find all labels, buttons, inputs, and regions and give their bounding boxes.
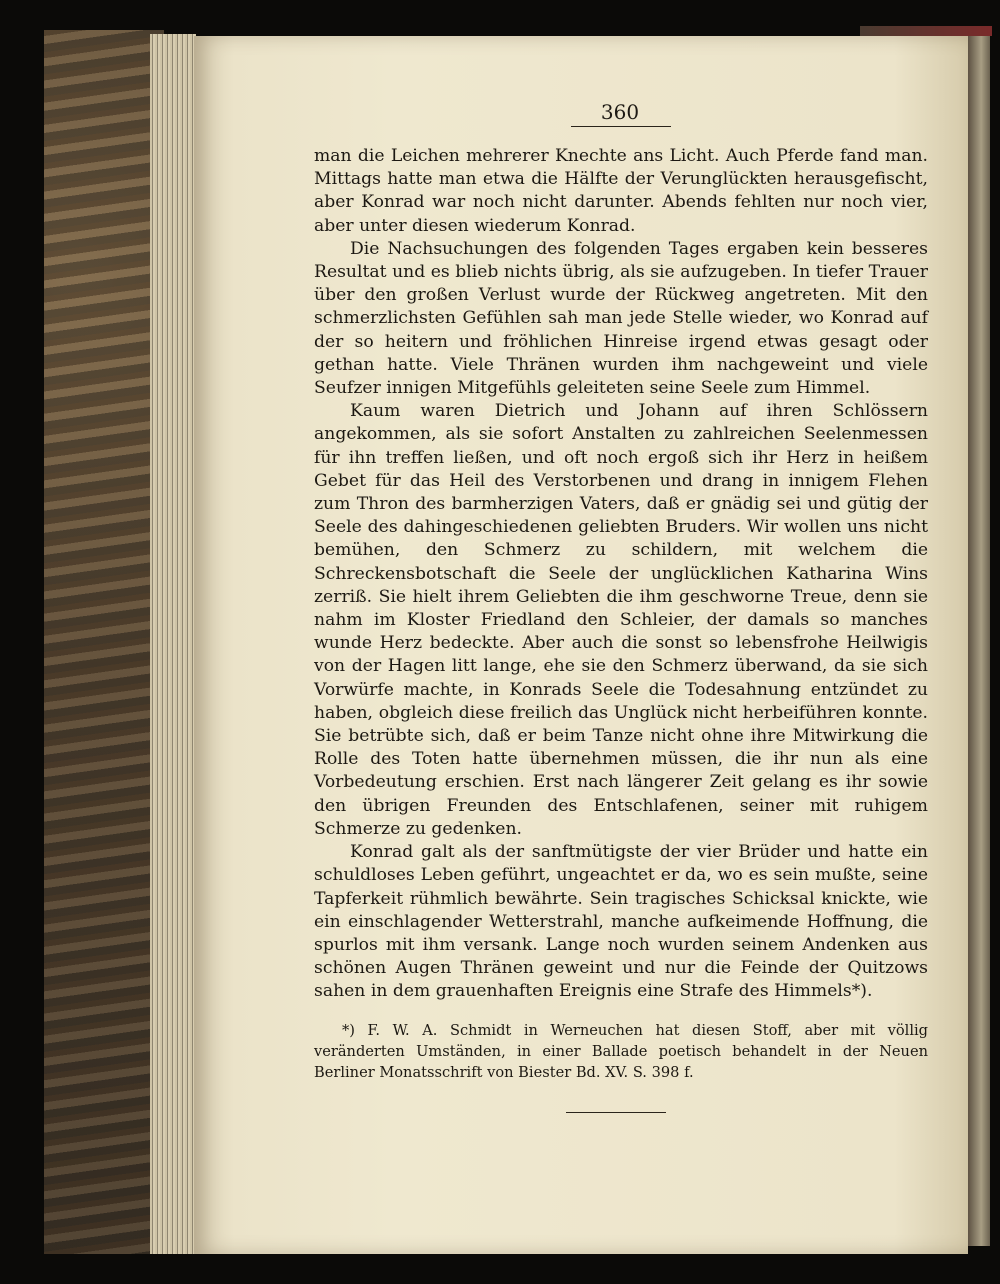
page-number-rule xyxy=(571,126,671,127)
page-edges xyxy=(150,34,196,1254)
paragraph-3: Kaum waren Dietrich und Johann auf ihren Schlössern angekommen, als sie sofort Anstalten zu zahlreichen Seelenmessen für ihn treffen ließen, und oft noch ergoß sich ihr Herz in heißem Gebet für das Heil des Verstorbenen und drang in innigem Flehen zum Thron des barmherzigen Vaters, daß er gnädig sei und gütig der Seele des dahingeschiedenen geliebten Bruders. Wir wollen uns nicht bemühen, den Schmerz zu schildern, mit welchem die Schreckensbotschaft die Seele der unglücklichen Katharina Wins zerriß. Sie hielt ihrem Geliebten die ihm geschworne Treue, denn sie nahm im Kloster Friedland den Schleier, der damals so manches wunde Herz bedeckte. Aber auch die sonst so lebensfrohe Heilwigis von der Hagen litt lange, ehe sie den Schmerz überwand, da sie sich Vorwürfe machte, in Konrads Seele die Todesahnung entzündet zu haben, obgleich diese freilich das Unglück nicht herbeiführen konnte. Sie betrübte sich, daß er beim Tanze nicht ohne ihre Mitwirkung die Rolle des Toten hatte übernehmen müssen, die ihr nun als eine Vorbedeutung erschien. Erst nach längerer Zeit gelang es ihr sowie den übrigen Freunden des Entschlafenen, seiner mit ruhigem Schmerze zu gedenken. xyxy=(314,401,928,839)
end-rule xyxy=(566,1112,666,1113)
page-number: 360 xyxy=(600,100,640,124)
book-cover-marbled xyxy=(44,30,164,1254)
paragraph-1: man die Leichen mehrerer Knechte ans Licht. Auch Pferde fand man. Mittags hatte man etwa die Hälfte der Verunglückten herausgefischt, aber Konrad war noch nicht darunter. Abends fehlten nur noch vier, aber unter diesen wiederum Konrad. xyxy=(314,146,928,236)
footnote-text: *) F. W. A. Schmidt in Werneuchen hat diesen Stoff, aber mit völlig veränderten Umständen, in einer Ballade poetisch behandelt in der Neuen Berliner Monatsschrift von Biester Bd. XV. S. 398 f. xyxy=(314,1022,928,1081)
paragraph-2: Die Nachsuchungen des folgenden Tages ergaben kein besseres Resultat und es blieb nichts übrig, als sie aufzugeben. In tiefer Trauer über den großen Verlust wurde der Rückweg angetreten. Mit den schmerzlichsten Gefühlen sah man jede Stelle wieder, wo Konrad auf der so heitern und fröhlichen Hinreise irgend etwas gesagt oder gethan hatte. Viele Thränen wurden ihm nachgeweint und viele Seufzer innigen Mitgefühls geleiteten seine Seele zum Himmel. xyxy=(314,238,928,399)
body-text xyxy=(314,145,928,1004)
footnote xyxy=(314,1020,928,1083)
next-page-edge xyxy=(968,36,990,1246)
paragraph-4: Konrad galt als der sanftmütigste der vier Brüder und hatte ein schuldloses Leben geführt, ungeachtet er da, wo es sein mußte, seine Tapferkeit rühmlich bewährte. Sein tragisches Schicksal knickte, wie ein einschlagender Wetterstrahl, manche aufkeimende Hoffnung, die spurlos mit ihm versank. Lange noch wurden seinem Andenken aus schönen Augen Thränen geweint und nur die Feinde der Quitzows sahen in dem grauenhaften Ereignis eine Strafe des Himmels*). xyxy=(314,842,928,1002)
binding-strip xyxy=(860,26,992,36)
